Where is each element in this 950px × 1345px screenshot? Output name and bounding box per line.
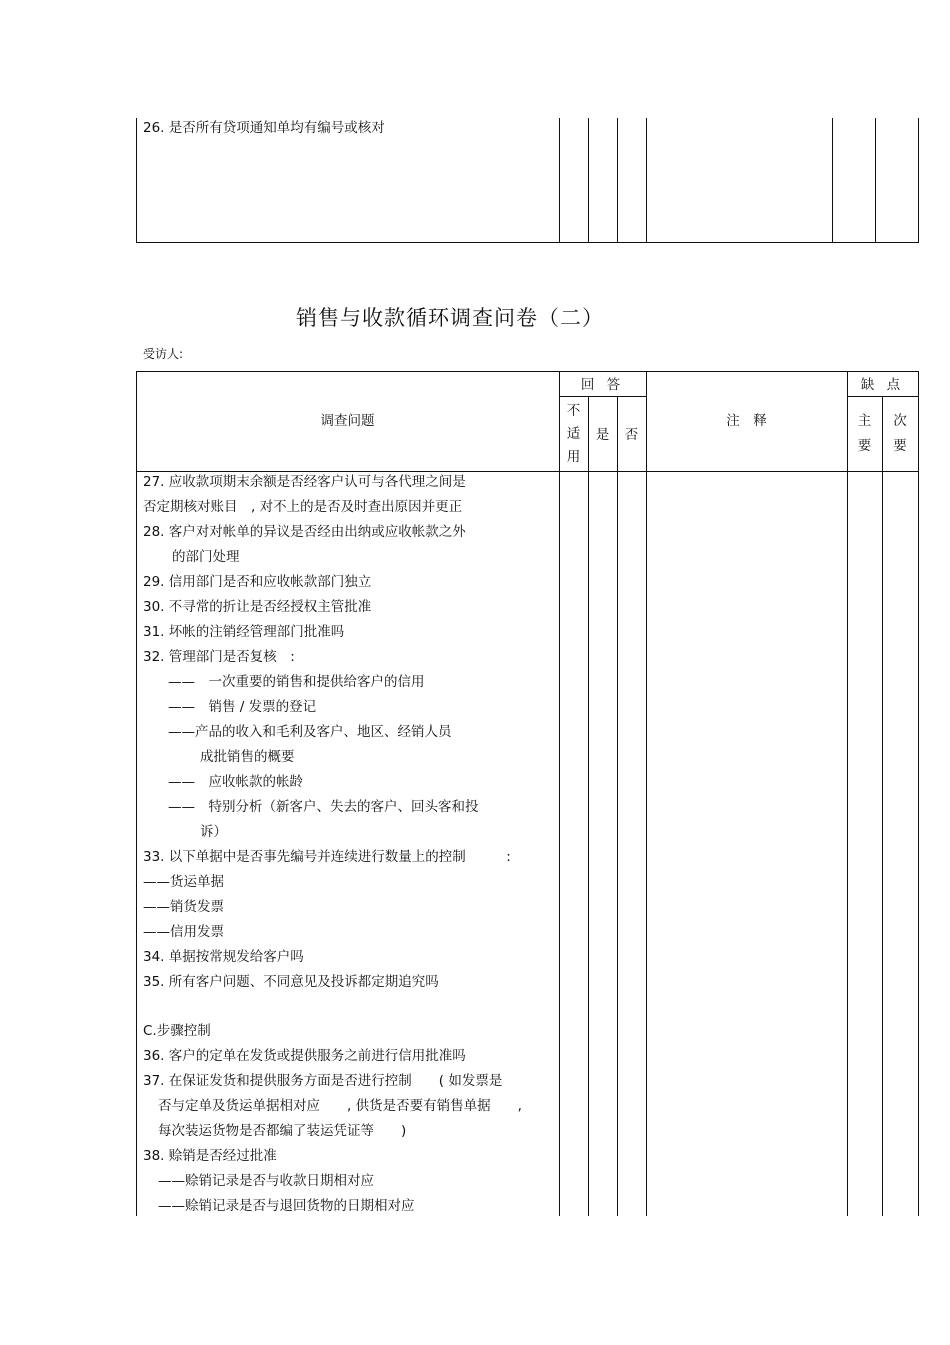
question-line: 成批销售的概要 (200, 749, 295, 765)
question-line: 否定期核对账目 , 对不上的是否及时查出原因并更正 (143, 499, 463, 515)
question-line: —— 销售 / 发票的登记 (168, 699, 317, 715)
header-defect: 缺 点 (860, 377, 905, 393)
question-line: 的部门处理 (172, 549, 240, 565)
question-line: 35. 所有客户问题、不同意见及投诉都定期追究吗 (143, 974, 439, 990)
question-line: —— 特别分析（新客户、失去的客户、回头客和投 (168, 799, 479, 815)
question-line: 30. 不寻常的折让是否经授权主管批准 (143, 599, 372, 615)
question-line: 诉） (200, 824, 227, 840)
question-line: 33. 以下单据中是否事先编号并连续进行数量上的控制 : (143, 849, 511, 865)
header-major: 主 要 (857, 413, 872, 454)
header-not-applicable: 不 适 用 (566, 403, 581, 465)
question-line: ——赊销记录是否与收款日期相对应 (158, 1173, 374, 1189)
question-line: —— 一次重要的销售和提供给客户的信用 (168, 674, 425, 690)
question-line: 37. 在保证发货和提供服务方面是否进行控制 ( 如发票是 (143, 1073, 503, 1089)
header-yes: 是 (595, 427, 610, 443)
question-line: 每次装运货物是否都编了装运凭证等 ) (158, 1123, 407, 1139)
question-line: 否与定单及货运单据相对应 , 供货是否要有销售单据 , (158, 1098, 522, 1114)
question-line: 27. 应收款项期末余额是否经客户认可与各代理之间是 (143, 474, 466, 490)
question-line: 36. 客户的定单在发货或提供服务之前进行信用批准吗 (143, 1048, 466, 1064)
question-line: ——销货发票 (143, 899, 224, 915)
interviewee-label: 受访人: (143, 347, 184, 361)
question-line: 34. 单据按常规发给客户吗 (143, 949, 304, 965)
question-line: 32. 管理部门是否复核 : (143, 649, 295, 665)
item-26-text: 26. 是否所有贷项通知单均有编号或核对 (143, 120, 385, 136)
question-line: ——赊销记录是否与退回货物的日期相对应 (158, 1198, 415, 1214)
header-note: 注 释 (726, 413, 767, 429)
header-minor: 次 要 (893, 413, 907, 454)
question-line: 28. 客户对对帐单的异议是否经由出纳或应收帐款之外 (143, 524, 466, 540)
question-line: ——产品的收入和毛利及客户、地区、经销人员 (168, 724, 452, 740)
question-line: 29. 信用部门是否和应收帐款部门独立 (143, 574, 372, 590)
section-heading: C.步骤控制 (143, 1023, 211, 1039)
header-answer: 回 答 (580, 377, 625, 393)
header-no: 否 (624, 427, 639, 443)
question-line: 31. 坏帐的注销经管理部门批准吗 (143, 624, 345, 640)
page-title: 销售与收款循环调查问卷（二） (296, 306, 604, 330)
question-line: —— 应收帐款的帐龄 (168, 774, 303, 790)
question-line: 38. 赊销是否经过批准 (143, 1148, 277, 1164)
question-line: ——货运单据 (143, 874, 224, 890)
header-question: 调查问题 (320, 413, 375, 429)
question-line: ——信用发票 (143, 924, 224, 940)
